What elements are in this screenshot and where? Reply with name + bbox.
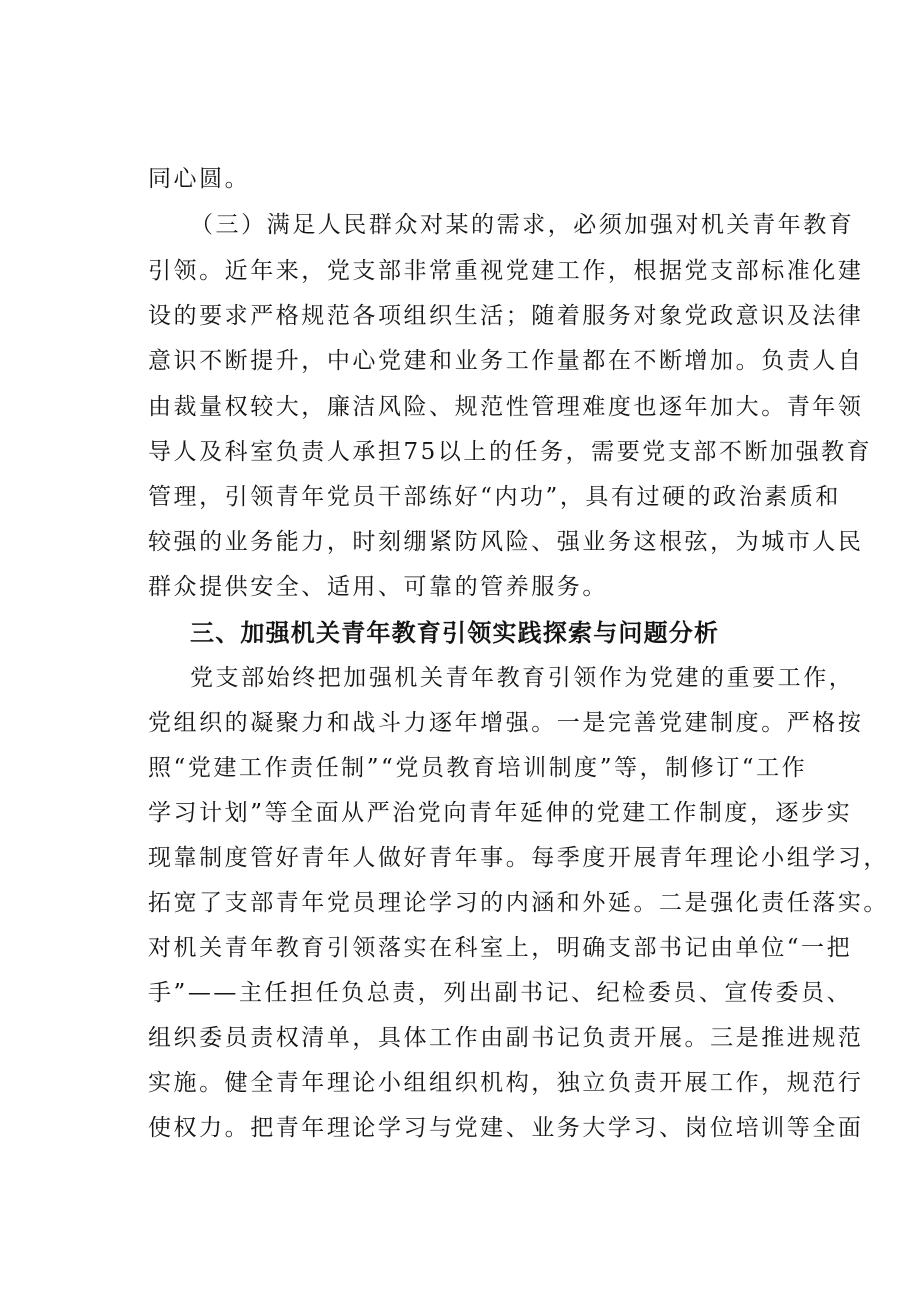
- section-heading: 三、加强机关青年教育引领实践探索与问题分析: [190, 619, 720, 647]
- paragraph-line: 设的要求严格规范各项组织生活；随着服务对象党政意识及法律: [148, 303, 864, 329]
- paragraph-line: （三）满足人民群众对某的需求，必须加强对机关青年教育: [190, 212, 855, 238]
- paragraph-line: 意识不断提升，中心党建和业务工作量都在不断增加。负责人自: [148, 348, 864, 374]
- paragraph-line: 使权力。把青年理论学习与党建、业务大学习、岗位培训等全面: [148, 1115, 864, 1141]
- paragraph-line: 引领。近年来，党支部非常重视党建工作，根据党支部标准化建: [148, 258, 864, 284]
- paragraph-line: 手”——主任担任负总责，列出副书记、纪检委员、宣传委员、: [148, 980, 853, 1006]
- paragraph-line: 由裁量权较大，廉洁风险、规范性管理难度也逐年加大。青年领: [148, 394, 864, 420]
- paragraph-line: 群众提供安全、适用、可靠的管养服务。: [148, 574, 608, 600]
- paragraph-line: 拓宽了支部青年党员理论学习的内涵和外延。二是强化责任落实。: [148, 890, 889, 916]
- paragraph-line: 照“党建工作责任制”“党员教育培训制度”等，制修订“工作: [148, 755, 808, 781]
- paragraph-line: 导人及科室负责人承担75以上的任务，需要党支部不断加强教育: [148, 439, 873, 465]
- paragraph-line: 实施。健全青年理论小组组织机构，独立负责开展工作，规范行: [148, 1070, 864, 1096]
- paragraph-line: 学习计划”等全面从严治党向青年延伸的党建工作制度，逐步实: [148, 800, 853, 826]
- paragraph-line: 组织委员责权清单，具体工作由副书记负责开展。三是推进规范: [148, 1025, 864, 1051]
- paragraph-line: 党组织的凝聚力和战斗力逐年增强。一是完善党建制度。严格按: [148, 710, 864, 736]
- paragraph-line: 党支部始终把加强机关青年教育引领作为党建的重要工作，: [190, 665, 855, 691]
- paragraph-line: 同心圆。: [148, 166, 251, 192]
- paragraph-line: 对机关青年教育引领落实在科室上，明确支部书记由单位“一把: [148, 935, 853, 961]
- paragraph-line: 管理，引领青年党员干部练好“内功”，具有过硬的政治素质和: [148, 484, 841, 510]
- paragraph-line: 现靠制度管好青年人做好青年事。每季度开展青年理论小组学习，: [148, 845, 889, 871]
- paragraph-line: 较强的业务能力，时刻绷紧防风险、强业务这根弦，为城市人民: [148, 529, 864, 555]
